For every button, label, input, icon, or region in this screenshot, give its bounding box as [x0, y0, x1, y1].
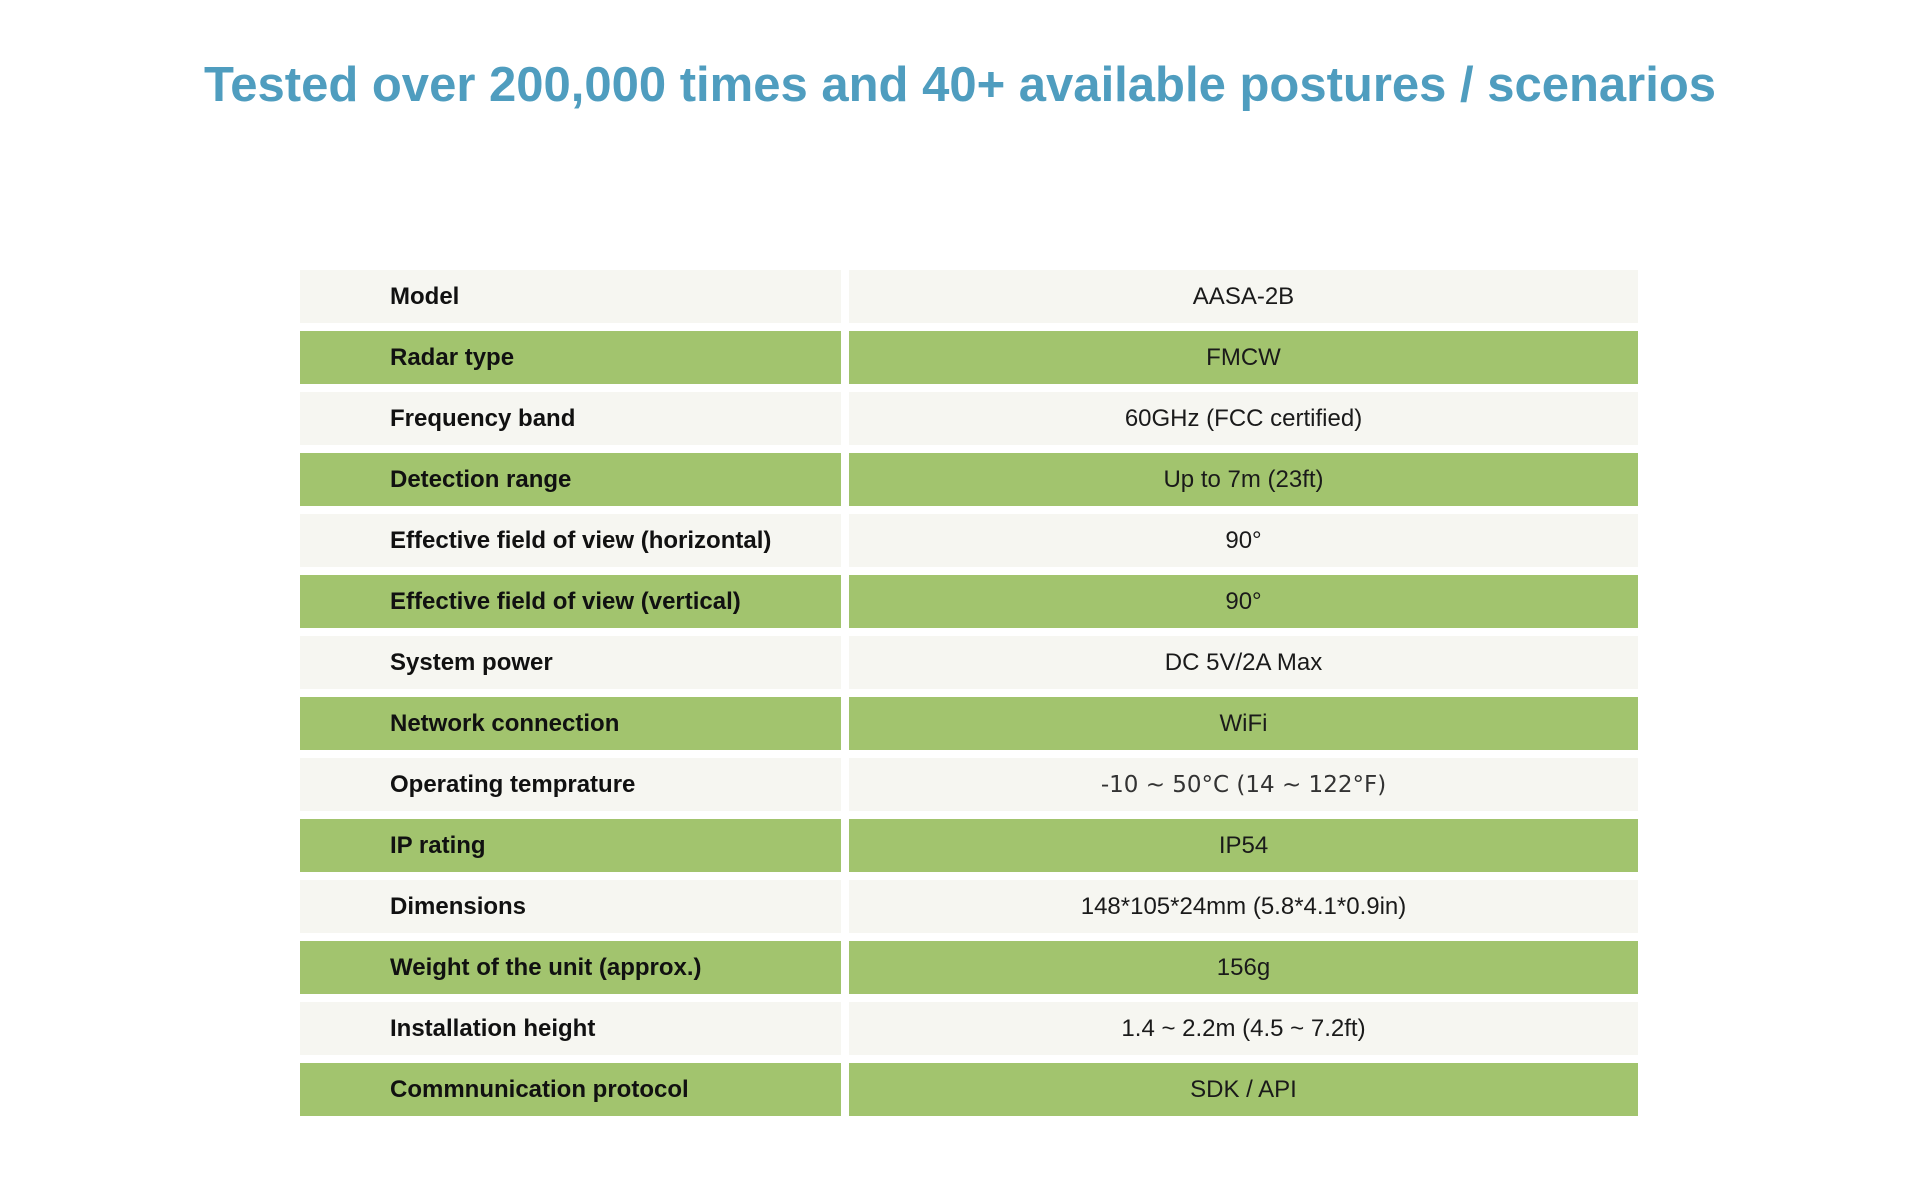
table-row: [300, 331, 1638, 384]
spec-label: Frequency band: [300, 392, 841, 445]
spec-label: Effective field of view (vertical): [300, 575, 841, 628]
table-row: [300, 575, 1638, 628]
spec-value: 148*105*24mm (5.8*4.1*0.9in): [849, 880, 1638, 933]
spec-label: Commnunication protocol: [300, 1063, 841, 1116]
spec-value: WiFi: [849, 697, 1638, 750]
table-row: [300, 880, 1638, 933]
spec-value: -10 ~ 50°C (14 ~ 122°F): [849, 758, 1638, 811]
table-row: [300, 819, 1638, 872]
spec-label: Weight of the unit (approx.): [300, 941, 841, 994]
spec-value: AASA-2B: [849, 270, 1638, 323]
spec-value: DC 5V/2A Max: [849, 636, 1638, 689]
spec-value: 156g: [849, 941, 1638, 994]
spec-value: 60GHz (FCC certified): [849, 392, 1638, 445]
spec-label: Model: [300, 270, 841, 323]
spec-label: Installation height: [300, 1002, 841, 1055]
page-title: Tested over 200,000 times and 40+ available postures / scenarios: [203, 58, 1717, 112]
spec-label: System power: [300, 636, 841, 689]
spec-label: Dimensions: [300, 880, 841, 933]
table-row: [300, 453, 1638, 506]
spec-table: [300, 270, 1638, 1116]
table-row: [300, 1063, 1638, 1116]
spec-value: 90°: [849, 514, 1638, 567]
table-row: [300, 514, 1638, 567]
table-row: [300, 392, 1638, 445]
spec-value: 90°: [849, 575, 1638, 628]
spec-value: 1.4 ~ 2.2m (4.5 ~ 7.2ft): [849, 1002, 1638, 1055]
spec-label: Network connection: [300, 697, 841, 750]
spec-label: Radar type: [300, 331, 841, 384]
spec-label: Operating temprature: [300, 758, 841, 811]
table-row: [300, 636, 1638, 689]
table-row: [300, 941, 1638, 994]
spec-value: Up to 7m (23ft): [849, 453, 1638, 506]
table-row: [300, 1002, 1638, 1055]
spec-label: Effective field of view (horizontal): [300, 514, 841, 567]
spec-value: FMCW: [849, 331, 1638, 384]
table-row: [300, 758, 1638, 811]
table-row: [300, 270, 1638, 323]
table-row: [300, 697, 1638, 750]
spec-label: IP rating: [300, 819, 841, 872]
spec-value: SDK / API: [849, 1063, 1638, 1116]
spec-value: IP54: [849, 819, 1638, 872]
spec-label: Detection range: [300, 453, 841, 506]
